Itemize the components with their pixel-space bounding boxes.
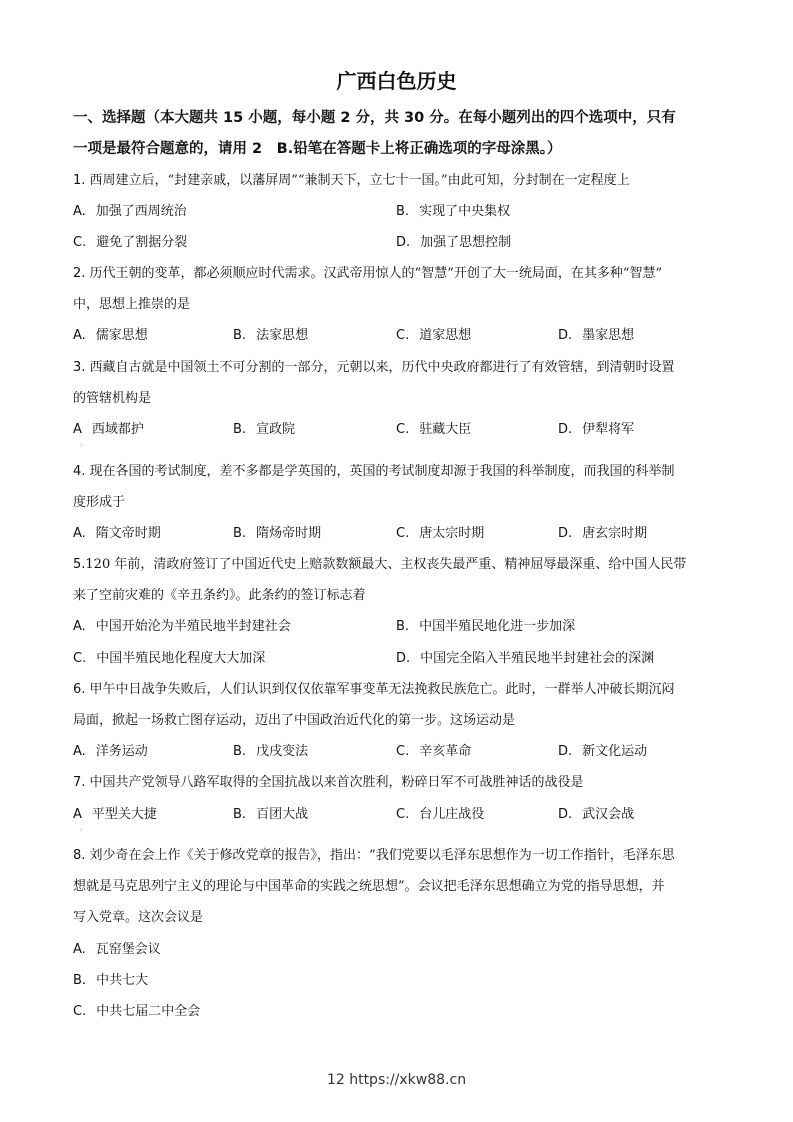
option-letter: C. bbox=[73, 651, 87, 666]
option-text: 唐玄宗时期 bbox=[582, 526, 648, 541]
q5-option-b bbox=[396, 617, 575, 637]
option-text: 墨家思想 bbox=[582, 328, 635, 343]
option-letter: A. bbox=[73, 619, 86, 634]
option-text: 西域都护 bbox=[91, 422, 144, 437]
question-text: 120 年前，清政府签订了中国近代史上赔款数额最大、主权丧失最严重、精神屈辱最深重、给中国人民带 bbox=[85, 557, 687, 572]
q4-option-a bbox=[73, 524, 161, 544]
question-6-stem bbox=[73, 680, 723, 700]
question-4-stem bbox=[73, 462, 723, 482]
option-letter: C. bbox=[396, 526, 410, 541]
scan-speck: · bbox=[80, 441, 83, 450]
q1-option-a bbox=[73, 202, 187, 222]
q2-option-a bbox=[73, 326, 148, 346]
question-1-stem bbox=[73, 171, 723, 191]
q7-option-c bbox=[396, 805, 484, 825]
question-number: 6. bbox=[73, 682, 86, 697]
question-2-stem-cont: 中，思想上推崇的是 bbox=[73, 297, 191, 312]
q5-option-d bbox=[396, 649, 654, 669]
q7-option-a bbox=[73, 805, 157, 825]
q6-option-d bbox=[558, 742, 647, 762]
q3-option-b bbox=[233, 420, 295, 440]
option-text: 中国半殖民地化进一步加深 bbox=[419, 619, 576, 634]
option-text: 瓦窑堡会议 bbox=[95, 942, 161, 957]
question-number: 3. bbox=[73, 360, 86, 375]
option-letter: D. bbox=[396, 651, 411, 666]
question-7-stem bbox=[73, 773, 723, 793]
option-text: 伊犁将军 bbox=[582, 422, 635, 437]
option-letter: C. bbox=[396, 328, 410, 343]
q6-option-a bbox=[73, 742, 148, 762]
option-letter: C. bbox=[73, 1004, 87, 1019]
option-text: 新文化运动 bbox=[582, 744, 648, 759]
option-letter: A. bbox=[73, 744, 86, 759]
q8-option-b bbox=[73, 971, 148, 991]
option-text: 中国开始沦为半殖民地半封建社会 bbox=[95, 619, 291, 634]
question-8-stem-cont-2: 写入党章。这次会议是 bbox=[73, 910, 204, 925]
option-letter: A. bbox=[73, 328, 86, 343]
q7-option-d bbox=[558, 805, 634, 825]
option-letter: B. bbox=[233, 807, 247, 822]
question-text: 甲午中日战争失败后，人们认识到仅仅依靠军事变革无法挽救民族危亡。此时，一群举人冲破长期沉闷 bbox=[89, 682, 675, 697]
question-number: 7. bbox=[73, 775, 86, 790]
q2-option-b bbox=[233, 326, 308, 346]
option-text: 平型关大捷 bbox=[91, 807, 157, 822]
q5-option-c bbox=[73, 649, 265, 669]
q3-option-d bbox=[558, 420, 634, 440]
option-text: 儒家思想 bbox=[95, 328, 148, 343]
question-number: 2. bbox=[73, 266, 86, 281]
option-letter: B. bbox=[233, 328, 247, 343]
section-heading-line-1: 一、选择题（本大题共 15 小题，每小题 2 分，共 30 分。在每小题列出的四个选项中，只有 bbox=[73, 110, 676, 126]
option-text: 唐太宗时期 bbox=[419, 526, 485, 541]
option-text: 隋炀帝时期 bbox=[256, 526, 322, 541]
question-text: 现在各国的考试制度，差不多都是学英国的，英国的考试制度却源于我国的科举制度，而我国的科举制 bbox=[89, 464, 675, 479]
question-text: 中国共产党领导八路军取得的全国抗战以来首次胜利，粉碎日军不可战胜神话的战役是 bbox=[89, 775, 584, 790]
question-6-stem-cont: 局面，掀起一场救亡图存运动，迈出了中国政治近代化的第一步。这场运动是 bbox=[73, 713, 516, 728]
q2-option-d bbox=[558, 326, 634, 346]
q2-option-c bbox=[396, 326, 471, 346]
option-letter: D. bbox=[558, 526, 573, 541]
q3-option-c bbox=[396, 420, 471, 440]
q4-option-c bbox=[396, 524, 484, 544]
option-letter: A. bbox=[73, 204, 86, 219]
question-number: 1. bbox=[73, 173, 86, 188]
option-letter: A bbox=[73, 807, 82, 822]
q6-option-b bbox=[233, 742, 308, 762]
question-number: 5. bbox=[73, 557, 86, 572]
page-title: 广西白色历史 bbox=[336, 69, 457, 93]
q1-option-c bbox=[73, 233, 187, 253]
question-8-stem-cont-1: 想就是马克思列宁主义的理论与中国革命的实践之统思想”。会议把毛泽东思想确立为党的指导思想，并 bbox=[73, 879, 665, 894]
option-letter: A. bbox=[73, 942, 86, 957]
option-text: 百团大战 bbox=[256, 807, 309, 822]
option-letter: A. bbox=[73, 526, 86, 541]
q4-option-b bbox=[233, 524, 321, 544]
q8-option-c bbox=[73, 1002, 200, 1022]
option-letter: B. bbox=[233, 526, 247, 541]
question-text: 西周建立后，“封建亲戚，以藩屏周”“兼制天下，立七十一国。”由此可知，分封制在一定程度上 bbox=[89, 173, 630, 188]
question-number: 4. bbox=[73, 464, 86, 479]
option-text: 法家思想 bbox=[256, 328, 309, 343]
option-text: 中共七届二中全会 bbox=[96, 1004, 201, 1019]
section-heading-line-2: 一项是最符合题意的，请用 2 B.铅笔在答题卡上将正确选项的字母涂黑。） bbox=[73, 141, 562, 157]
q8-option-a bbox=[73, 940, 161, 960]
option-letter: B. bbox=[396, 619, 410, 634]
option-letter: C. bbox=[73, 235, 87, 250]
question-number: 8. bbox=[73, 848, 86, 863]
question-text: 历代王朝的变革，都必须顺应时代需求。汉武帝用惊人的“智慧”开创了大一统局面，在其多种“智慧” bbox=[89, 266, 663, 281]
option-text: 加强了西周统治 bbox=[95, 204, 187, 219]
option-text: 驻藏大臣 bbox=[419, 422, 472, 437]
option-text: 中共七大 bbox=[96, 973, 149, 988]
q7-option-b bbox=[233, 805, 308, 825]
option-letter: D. bbox=[558, 807, 573, 822]
q5-option-a bbox=[73, 617, 291, 637]
q3-option-a bbox=[73, 420, 144, 440]
question-4-stem-cont: 度形成于 bbox=[73, 495, 126, 510]
question-5-stem bbox=[73, 555, 723, 575]
option-letter: D. bbox=[558, 328, 573, 343]
option-letter: A bbox=[73, 422, 82, 437]
q6-option-c bbox=[396, 742, 471, 762]
q1-option-d bbox=[396, 233, 511, 253]
option-letter: B. bbox=[396, 204, 410, 219]
option-text: 台儿庄战役 bbox=[419, 807, 485, 822]
option-text: 洋务运动 bbox=[95, 744, 148, 759]
q1-option-b bbox=[396, 202, 510, 222]
option-letter: D. bbox=[558, 422, 573, 437]
option-text: 武汉会战 bbox=[582, 807, 635, 822]
option-text: 道家思想 bbox=[419, 328, 472, 343]
option-text: 中国半殖民地化程度大大加深 bbox=[96, 651, 266, 666]
question-8-stem bbox=[73, 846, 723, 866]
option-text: 隋文帝时期 bbox=[95, 526, 161, 541]
question-text: 刘少奇在会上作《关于修改党章的报告》，指出：“我们党要以毛泽东思想作为一切工作指针，毛泽东思 bbox=[89, 848, 675, 863]
option-letter: B. bbox=[233, 744, 247, 759]
option-text: 避免了割据分裂 bbox=[96, 235, 188, 250]
scan-speck: · bbox=[80, 826, 83, 835]
option-letter: C. bbox=[396, 422, 410, 437]
page-footer: 12 https://xkw88.cn bbox=[326, 1072, 467, 1088]
question-3-stem bbox=[73, 358, 723, 378]
option-letter: C. bbox=[396, 744, 410, 759]
option-text: 中国完全陷入半殖民地半封建社会的深渊 bbox=[420, 651, 655, 666]
option-text: 加强了思想控制 bbox=[420, 235, 512, 250]
option-letter: C. bbox=[396, 807, 410, 822]
question-3-stem-cont: 的管辖机构是 bbox=[73, 391, 152, 406]
option-text: 辛亥革命 bbox=[419, 744, 472, 759]
option-letter: B. bbox=[73, 973, 87, 988]
q4-option-d bbox=[558, 524, 647, 544]
question-5-stem-cont: 来了空前灾难的《辛丑条约》。此条约的签订标志着 bbox=[73, 588, 366, 603]
option-letter: B. bbox=[233, 422, 247, 437]
option-letter: D. bbox=[558, 744, 573, 759]
question-2-stem bbox=[73, 264, 723, 284]
option-text: 戊戌变法 bbox=[256, 744, 309, 759]
option-text: 宣政院 bbox=[256, 422, 296, 437]
option-letter: D. bbox=[396, 235, 411, 250]
option-text: 实现了中央集权 bbox=[419, 204, 511, 219]
question-text: 西藏自古就是中国领土不可分割的一部分，元朝以来，历代中央政府都进行了有效管辖，到清朝时设置 bbox=[89, 360, 675, 375]
